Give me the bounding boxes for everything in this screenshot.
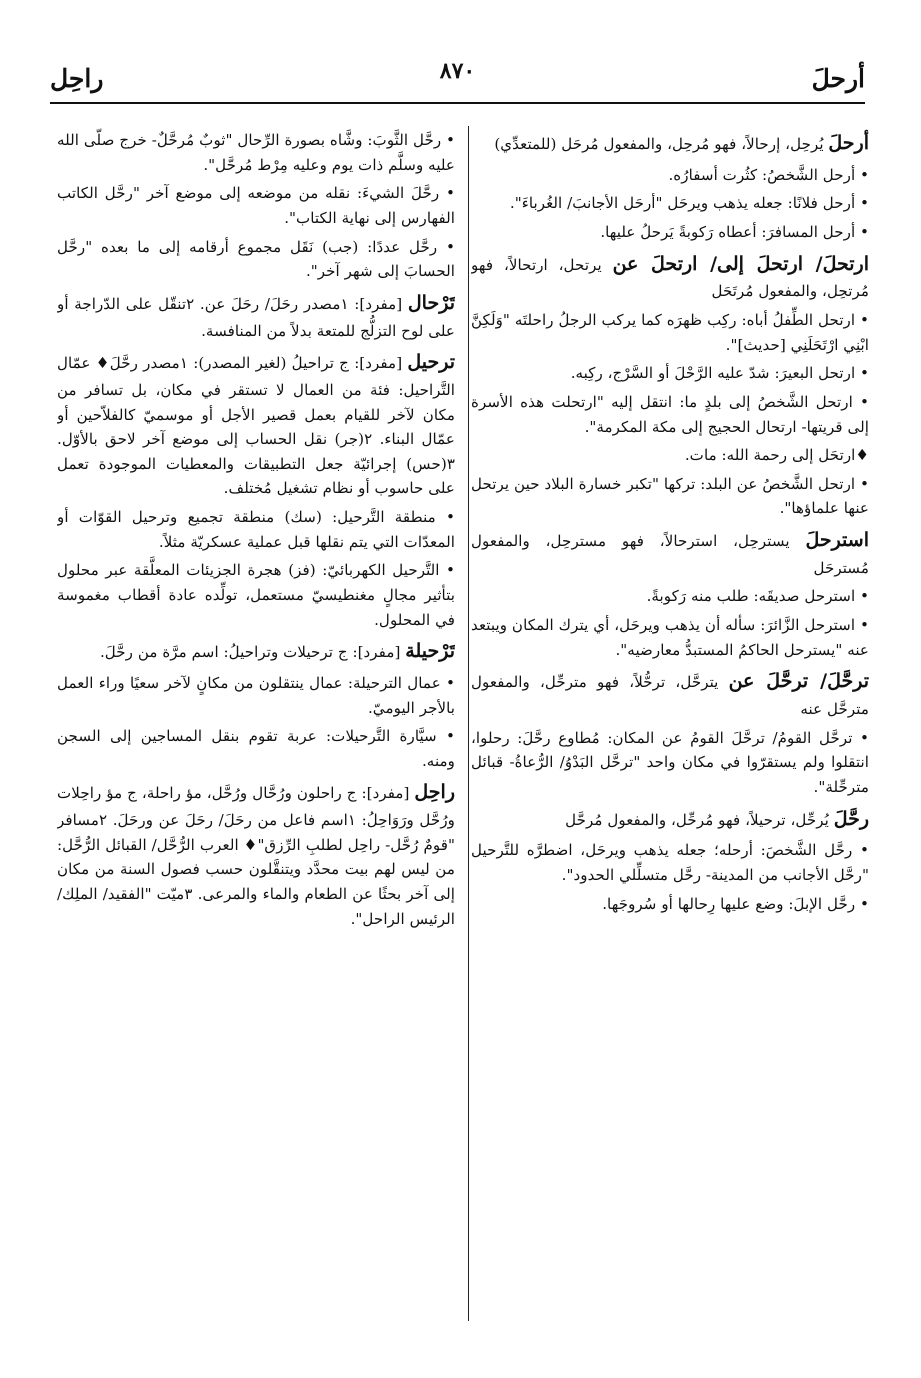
dictionary-entry [57,724,455,773]
dictionary-entry [471,128,869,159]
entry-headword: ترحيل [407,351,455,374]
dictionary-entry [471,525,869,580]
dictionary-entry [57,777,455,931]
entry-headword: راحِل [414,781,455,804]
dictionary-entry [57,671,455,720]
entry-text: • سيَّارة التَّرحيلات: عربة تقوم بنقل المساجين إلى السجن ومنه. [57,727,455,770]
entry-headword: ترحَّلَ/ ترحَّلَ عن [728,670,869,693]
entry-text: • ارتحل الطِّفلُ أباه: ركِب ظهرَه كما يركب الرجلُ راحلتَه "وَلَكِنَّ ابْنِي ارْتَحَلَنِي [حديث]". [471,311,869,354]
dictionary-entry [57,347,455,501]
dictionary-entry [57,288,455,343]
entry-text: يُرحِّل، ترحيلاً، فهو مُرحِّل، والمفعول مُرحَّل [565,810,829,829]
dictionary-entry [471,472,869,521]
entry-text: • ارتحل الشَّخصُ عن البلد: تركها "تكبر خسارة البلاد حين يرتحل عنها علماؤها". [471,474,869,518]
entry-text: • رحَّل عددًا: (جب) نَقَل مجموع أرقامه إلى ما بعده "رحَّل الحسابَ إلى شهر آخر". [57,237,455,281]
entry-text: • رحَّل الإبلَ: وضع عليها رِحالها أو سُروجَها. [602,894,869,913]
entry-text: • رحَّلَ الشيءَ: نقله من موضعه إلى موضع آخر "رحَّل الكاتب الفهارس إلى نهاية الكتاب". [57,184,455,227]
entry-text: يُرحِل، إرحالاً، فهو مُرحِل، والمفعول مُرحَل (للمتعدِّي) [494,135,824,153]
entry-text: • استرحل صديقَه: طلب منه رَكوبةً. [646,587,869,606]
header-right-word: أرحلَ [811,64,865,93]
right-column [471,128,869,1318]
entry-headword: رحَّلَ [833,807,869,830]
header-rule [50,102,865,104]
entry-text: • التَّرحيل الكهربائيّ: (فز) هجرة الجزيئات المعلَّقة عبر محلول بتأثير مجالٍ مغنطيسيّ مستعمل، تولِّده عادة أقطاب مغموسة في المحلول. [57,561,455,629]
entry-text: • أرحل المسافرَ: أعطاه رَكوبةً يَرحلُ عليها. [600,223,869,242]
dictionary-entry [471,361,869,386]
page-number: ٨٧٠ [439,58,476,84]
dictionary-entry [471,838,869,887]
dictionary-entry [471,249,869,304]
dictionary-entry [471,613,869,662]
dictionary-entry [471,804,869,835]
entry-text: • استرحل الزَّائرَ: سأله أن يذهب ويرحَل، أي يترك المكان ويبتعد عنه "يسترحل الحاكمُ المستبدُّ معارضيه". [471,616,869,659]
dictionary-entry [471,390,869,439]
dictionary-entry [471,308,869,357]
dictionary-entry [471,163,869,188]
dictionary-entry [471,666,869,721]
dictionary-entry [471,584,869,609]
entry-headword: استرحلَ [805,529,869,552]
entry-text: يرتحل، ارتحالاً، فهو مُرتحِل، والمفعول مُرتَحَل [471,255,869,301]
entry-headword: ارتحلَ/ ارتحلَ إلى/ ارتحلَ عن [612,252,869,275]
entry-headword: تَرْحال [407,291,455,314]
entry-text: • رحَّل الشَّخصَ: أرحله؛ جعله يذهب ويرحَل، اضطرَّه للتَّرحيل "رحَّل الأجانب من المدينة- رحَّل متسلِّلي الحدود". [471,841,869,884]
entry-text: [مفرد]: ج راحلون ورُحَّال ورُحَّل، مؤ راحلة، ج مؤ راحِلات ورُحَّل ورَوَاحِلُ: ١اسم فاعل من رحَلَ/ رحَلَ عن ورحَلَ. ٢مسافر "قومٌ رُحَّل- راحِل لطلبِ الرِّزق"♦ العرب الرُّحَّل/ القبائل الرُّحَّل: من ليس لهم بيت محدَّد ويتنقَّلون حسب فصول السنة من مكان إلى آخر بحثًا عن الطعام والماء والمرعى. ٣ميّت "الفقيد/ الملِك/ الرئيس الراحل". [57,784,455,928]
entry-text: يسترحِل، استرحالاً، فهو مسترحِل، والمفعول مُسترحَل [471,532,869,577]
dictionary-entry [57,558,455,632]
dictionary-entry [57,235,455,284]
dictionary-entry [57,505,455,554]
page-header [50,58,865,98]
dictionary-entry [471,726,869,800]
column-divider [468,126,469,1321]
entry-text: [مفرد]: ١مصدر رحَلَ/ رحَلَ عن. ٢تنقّل على الدّراجة أو على لوح التزلُّج للمتعة بدلاً من المنافسة. [57,294,455,340]
entry-text: • أرحل الشَّخصُ: كثُرت أسفارُه. [668,165,869,184]
dictionary-entry [57,128,455,177]
header-left-word: راحِل [50,64,104,93]
entry-text: • ترحَّل القومُ/ ترحَّلَ القومُ عن المكان: مُطاوع رحَّلَ: رحلوا، انتقلوا ولم يستقرّوا في مكان واحد "ترحَّل البَدْوُ/ الرُّعاةُ- قبائل مترحِّلة". [471,728,869,796]
dictionary-entry [57,636,455,667]
entry-text: ♦ارتحَل إلى رحمة الله: مات. [684,446,869,465]
dictionary-entry [57,181,455,230]
entry-text: • منطقة التَّرحيل: (سك) منطقة تجميع وترحيل القوّات أو المعدّات التي يتم نقلها قبل عملية عسكريّة مثلاً. [57,508,455,551]
dictionary-entry [471,892,869,917]
entry-text: • رحَّل الثَّوبَ: وشَّاه بصورة الرِّحال "ثوبٌ مُرحَّلٌ- خرج صلَّى الله عليه وسلَّم ذات يوم وعليه مِرْط مُرحَّل". [57,131,455,174]
entry-text: • ارتحل الشَّخصُ إلى بلدٍ ما: انتقل إليه "ارتحلت هذه الأسرة إلى قريتها- ارتحال الحجيج إلى مكة المكرمة". [471,392,869,436]
entry-text: [مفرد]: ج ترحيلات وتراحيلُ: اسم مرَّة من رحَّلَ. [99,643,401,662]
entry-text: • أرحل فلانًا: جعله يذهب ويرحَل "أرحَل الأجانبَ/ الغُرباءَ". [509,194,869,213]
entry-text: • ارتحل البعيرَ: شدّ عليه الرَّحْلَ أو السَّرْج، ركِبه. [570,364,869,383]
entry-text: • عمال الترحيلة: عمال ينتقلون من مكانٍ لآخر سعيًا وراء العمل بالأجر اليوميّ. [57,673,455,717]
entry-headword: تَرْحيلة [405,640,455,663]
left-column [57,128,455,1318]
entry-text: يترحَّل، ترحُّلاً، فهو مترحِّل، والمفعول مترحَّل عنه [471,673,869,719]
dictionary-entry [471,443,869,468]
dictionary-entry [471,220,869,245]
dictionary-entry [471,191,869,216]
entry-text: [مفرد]: ج تراحيلُ (لغير المصدر): ١مصدر رحَّلَ♦ عمّال التَّراحيل: فئة من العمال لا تستقر في مكان، بل تسافر من مكان لآخر للقيام بعمل قصير الأجل أو موسميّ كالفلاّحين أو عمّال البناء. ٢(جر) نقل الحساب إلى موضع آخر لاحق بالأوّل. ٣(حس) إجرائيّة جعل التطبيقات والمعطيات الموجودة تعمل على حاسوب أو نظام تشغيل مُختلف. [57,354,455,498]
entry-headword: أرحلَ [828,132,869,154]
